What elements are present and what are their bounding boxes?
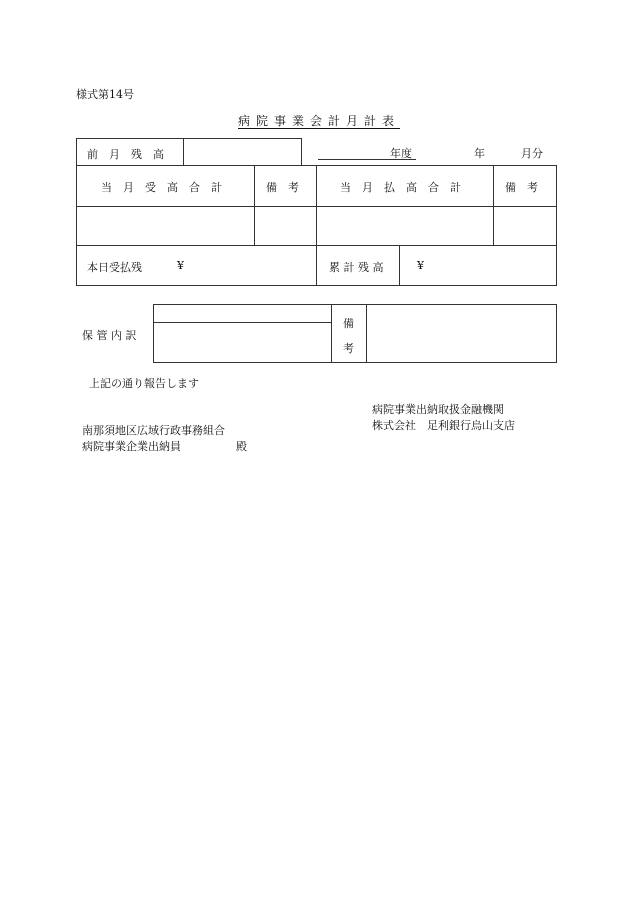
prev-balance-divider: [183, 139, 184, 165]
divider-payments-remarks: [493, 166, 494, 245]
remarks-header-2: 備 考: [505, 181, 538, 194]
payments-total-header: 当 月 払 高 合 計: [340, 181, 461, 194]
page-title: 病院事業会計月計表: [238, 114, 401, 128]
daily-balance-yen: ¥: [177, 259, 184, 272]
prev-balance-row: [76, 138, 302, 166]
cumulative-balance-label: 累 計 残 高: [329, 261, 384, 274]
storage-divider-2: [366, 305, 367, 362]
bank-name-line2: 株式会社 足利銀行烏山支店: [372, 419, 515, 432]
receipts-total-header: 当 月 受 高 合 計: [101, 181, 222, 194]
report-statement: 上記の通り報告します: [89, 377, 199, 390]
month-label: 月分: [521, 147, 543, 160]
divider-cumulative: [399, 245, 400, 285]
storage-remarks-bottom: 考: [343, 342, 354, 355]
storage-breakdown-label: 保 管 内 訳: [82, 329, 137, 342]
storage-table: [153, 304, 557, 363]
divider-receipts-remarks: [254, 166, 255, 245]
form-number: 様式第14号: [76, 88, 134, 101]
recipient-line1: 南那須地区広域行政事務組合: [82, 424, 225, 437]
divider-center: [316, 166, 317, 285]
bank-name-line1: 病院事業出納取扱金融機関: [372, 403, 504, 416]
recipient-honorific: 殿: [236, 440, 247, 453]
cumulative-balance-yen: ¥: [417, 259, 424, 272]
fiscal-year-label: 年度: [390, 147, 412, 160]
storage-row-rule: [154, 322, 331, 323]
storage-divider-1: [331, 305, 332, 362]
monthly-table: [76, 165, 557, 286]
remarks-header-1: 備 考: [266, 181, 299, 194]
prev-balance-label: 前 月 残 高: [87, 148, 164, 161]
year-label: 年: [474, 147, 485, 160]
daily-balance-label: 本日受払残: [87, 261, 142, 274]
recipient-line2: 病院事業企業出納員: [82, 440, 181, 453]
storage-remarks-top: 備: [343, 317, 354, 330]
